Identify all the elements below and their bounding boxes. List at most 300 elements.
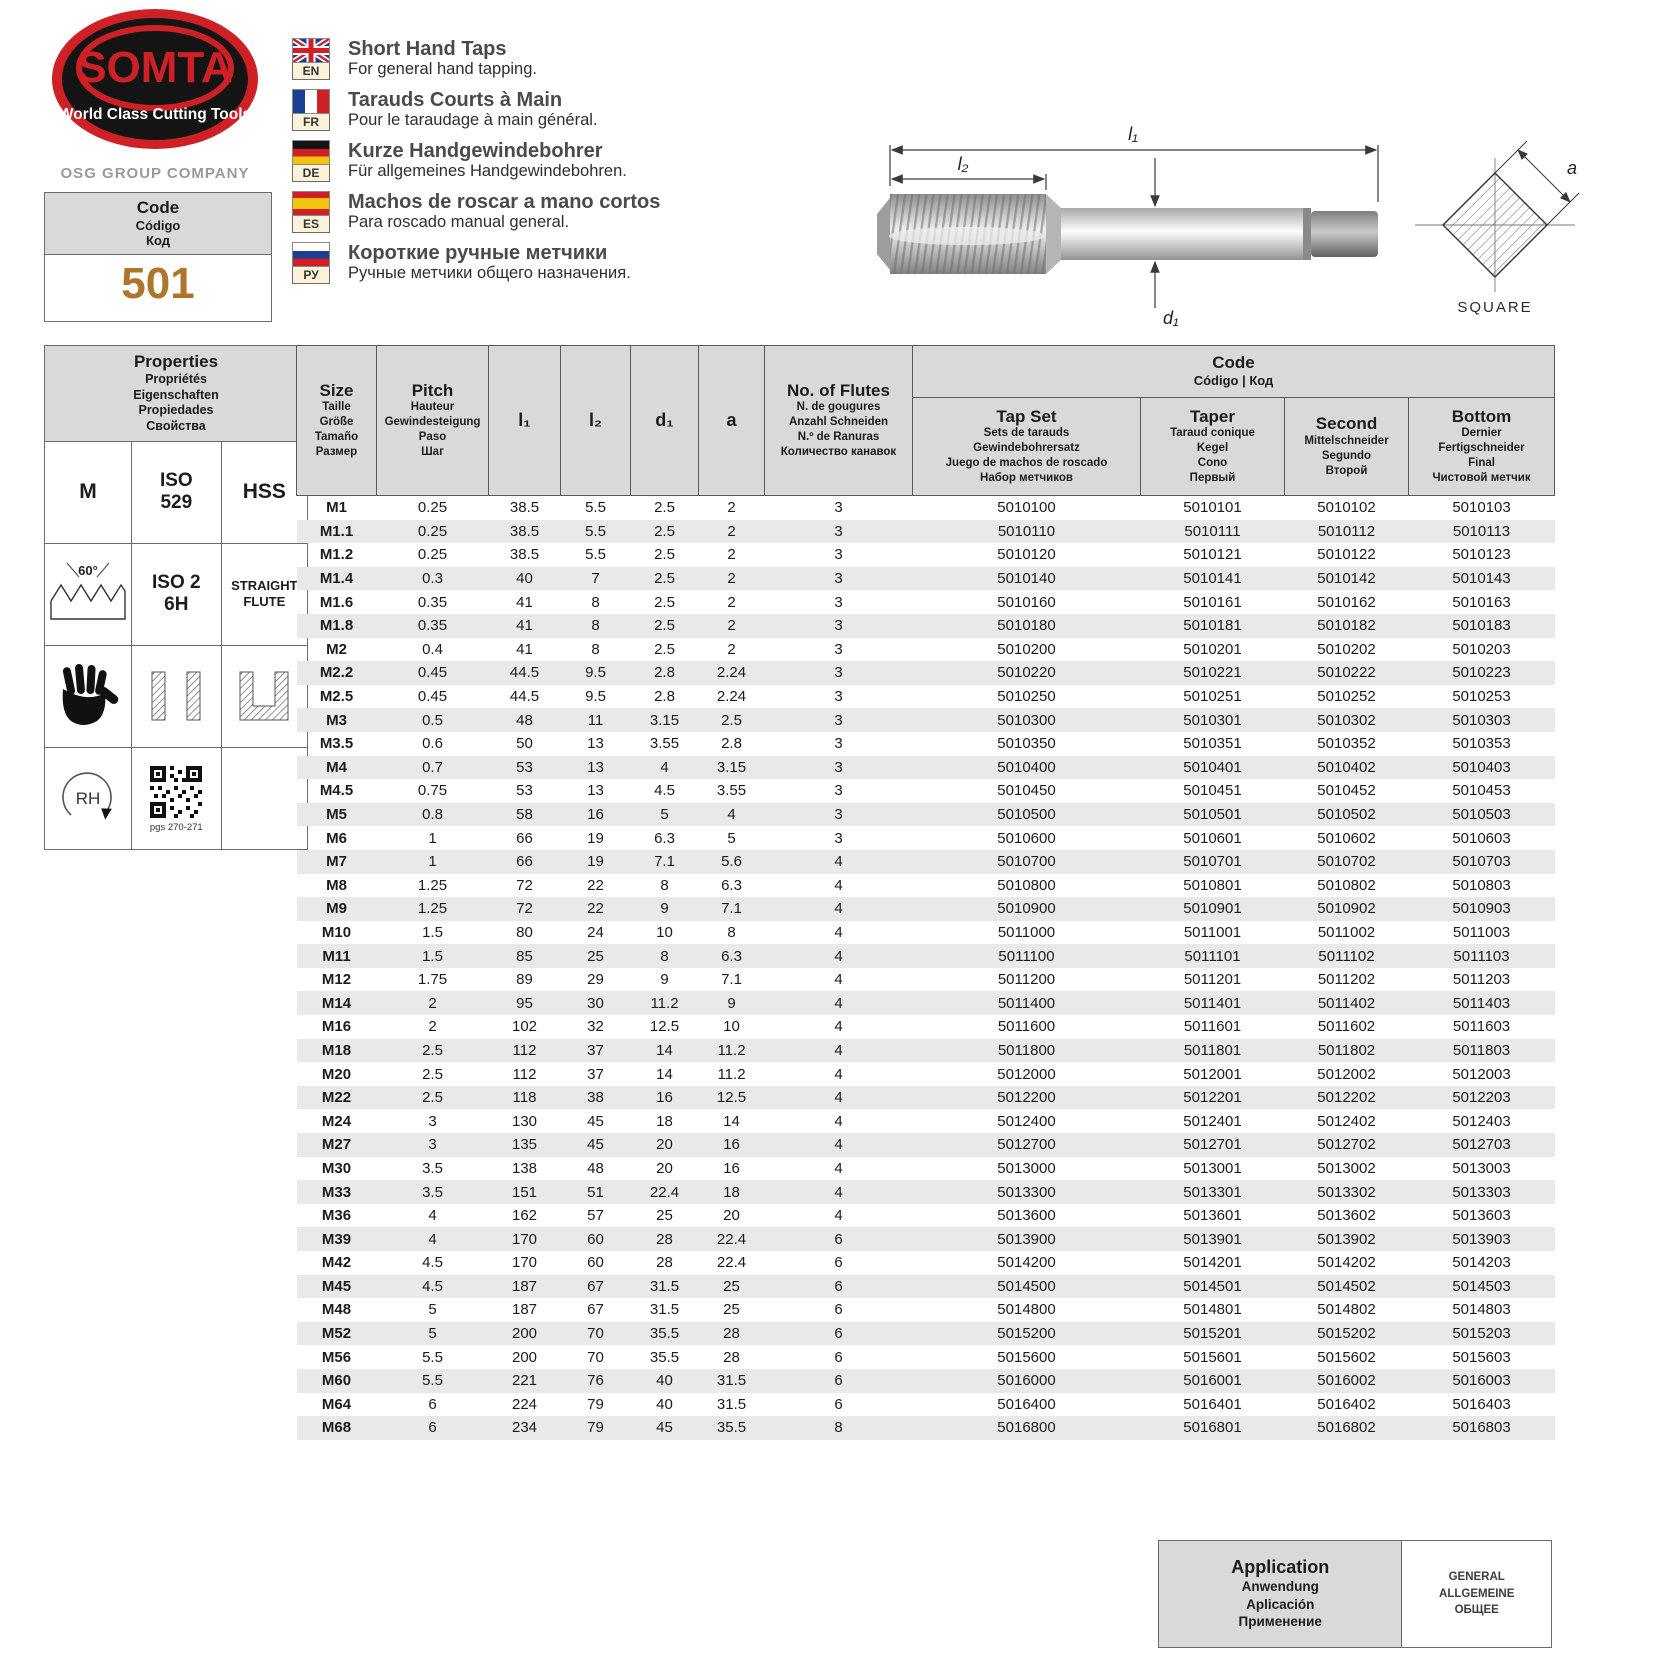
cell-l1: 38.5 [509,522,540,540]
cell-taper: 5010161 [1183,593,1242,611]
cell-pitch: 3 [428,1136,437,1154]
cell-bottom: 5013003 [1452,1159,1511,1177]
cell-a: 2 [727,522,736,540]
cell-d1: 8 [660,876,669,894]
cell-size: M68 [321,1419,352,1437]
cell-flutes: 4 [834,947,843,965]
table-row [297,897,1555,921]
table-row [297,1086,1555,1110]
cell-l1: 41 [516,593,533,611]
cell-l1: 138 [511,1159,538,1177]
cell-size: M27 [321,1136,352,1154]
cell-l2: 8 [591,640,600,658]
cell-tap_set: 5010120 [997,546,1056,564]
cell-flutes: 3 [834,735,843,753]
cell-d1: 10 [656,923,673,941]
cell-flutes: 4 [834,876,843,894]
cell-a: 2.5 [721,711,742,729]
cell-tap_set: 5013000 [997,1159,1056,1177]
cell-l1: 112 [512,1041,537,1059]
lang-text [348,191,660,232]
somta-logo-icon [45,6,265,156]
cell-tap_set: 5015600 [997,1348,1056,1366]
cell-l2: 32 [587,1018,604,1036]
cell-a: 22.4 [716,1230,747,1248]
cell-flutes: 3 [834,806,843,824]
lang-tag: EN [292,63,330,80]
cell-a: 4 [727,806,736,824]
cell-flutes: 6 [834,1395,843,1413]
cell-bottom: 5011103 [1453,947,1510,965]
cell-taper: 5010101 [1183,499,1242,517]
cell-size: M6 [326,829,347,847]
cell-l2: 16 [587,806,604,824]
cell-size: M36 [321,1207,352,1225]
cell-tap_set: 5014800 [997,1301,1056,1319]
cell-l2: 29 [587,971,604,989]
cell-flutes: 3 [834,546,843,564]
cell-l1: 200 [511,1348,538,1366]
cell-d1: 4 [660,758,669,776]
fr-flag-icon [292,89,330,114]
cell-a: 5 [727,829,736,847]
cell-bottom: 5011803 [1452,1041,1511,1059]
cell-size: M39 [321,1230,352,1248]
cell-a: 3.15 [716,758,747,776]
cell-flutes: 6 [834,1230,843,1248]
cell-pitch: 5 [428,1301,437,1319]
cell-tap_set: 5010600 [997,829,1056,847]
cell-tap_set: 5011200 [997,971,1056,989]
cell-tap_set: 5010140 [997,570,1056,588]
flag-col [292,38,336,80]
cell-pitch: 6 [428,1419,437,1437]
cell-second: 5013302 [1317,1183,1376,1201]
product-title: Short Hand Taps [348,38,507,60]
cell-l1: 85 [516,947,533,965]
cell-tap_set: 5011000 [997,923,1056,941]
cell-l2: 60 [587,1254,604,1272]
cell-l2: 70 [587,1348,604,1366]
cell-pitch: 0.35 [417,617,448,635]
cell-size: M2.2 [319,664,354,682]
cell-size: M22 [321,1089,352,1107]
cell-pitch: 5.5 [422,1348,443,1366]
cell-l2: 38 [587,1089,604,1107]
cell-second: 5010902 [1317,900,1376,918]
cell-a: 9 [727,994,736,1012]
cell-tap_set: 5011600 [997,1018,1056,1036]
cell-taper: 5013301 [1183,1183,1242,1201]
cell-second: 5012202 [1317,1089,1376,1107]
cell-flutes: 4 [834,1018,843,1036]
cell-l2: 79 [587,1419,604,1437]
table-row [297,1039,1555,1063]
cell-bottom: 5010163 [1452,593,1511,611]
cell-taper: 5014201 [1183,1254,1242,1272]
cell-d1: 9 [660,900,669,918]
cell-flutes: 3 [834,829,843,847]
cell-l1: 135 [511,1136,538,1154]
cell-size: M14 [321,994,352,1012]
cell-l2: 45 [587,1112,604,1130]
code-box-header [45,193,271,255]
cell-flutes: 4 [834,1065,843,1083]
cell-taper: 5015201 [1183,1325,1242,1343]
square-section-diagram [1415,141,1579,316]
cell-pitch: 1.5 [422,947,443,965]
cell-l2: 37 [587,1041,604,1059]
cell-d1: 9 [660,971,669,989]
cell-second: 5011202 [1317,971,1376,989]
cell-second: 5015602 [1317,1348,1376,1366]
cell-a: 18 [723,1183,740,1201]
cell-taper: 5016401 [1183,1395,1242,1413]
cell-taper: 5010141 [1183,570,1242,588]
cell-a: 31.5 [716,1372,747,1390]
lang-tag: DE [292,165,330,182]
cell-tap_set: 5010110 [997,522,1056,540]
cell-flutes: 4 [834,1183,843,1201]
table-row [297,1180,1555,1204]
cell-second: 5011002 [1317,923,1376,941]
tap-dimension-diagram [855,90,1650,340]
col-header-taper: Taper Taraud conique Kegel Cono Первый [1141,397,1285,495]
cell-flutes: 4 [834,1136,843,1154]
cell-l2: 9.5 [585,688,606,706]
cell-l1: 53 [516,758,533,776]
cell-a: 2 [727,499,736,517]
qr-cell [132,748,222,849]
table-row [297,1227,1555,1251]
cell-a: 28 [723,1325,740,1343]
d1-label: d₁ [1163,308,1179,328]
cell-second: 5016802 [1317,1419,1376,1437]
cell-second: 5011402 [1317,994,1376,1012]
cell-taper: 5010301 [1183,711,1242,729]
cell-flutes: 3 [834,593,843,611]
table-row [297,567,1555,591]
de-flag-icon [292,140,330,165]
properties-grid [45,442,307,849]
cell-l1: 118 [512,1089,537,1107]
product-title: Короткие ручные метчики [348,242,608,264]
cell-l1: 58 [516,806,533,824]
cell-bottom: 5010903 [1452,900,1511,918]
cell-l1: 170 [511,1230,538,1248]
cell-d1: 31.5 [649,1301,680,1319]
cell-tap_set: 5010900 [997,900,1056,918]
cell-bottom: 5010103 [1452,499,1511,517]
cell-size: M1.2 [319,546,354,564]
cell-size: M1.6 [319,593,354,611]
cell-l1: 221 [511,1372,538,1390]
cell-l2: 24 [587,923,604,941]
cell-taper: 5014501 [1183,1277,1242,1295]
cell-d1: 3.55 [649,735,680,753]
table-row [297,590,1555,614]
tap-photo [877,194,1378,274]
cell-pitch: 1 [428,853,437,871]
through-hole-cell [132,646,222,748]
cell-bottom: 5011203 [1452,971,1511,989]
lang-item-en [292,38,852,80]
cell-d1: 5 [660,806,669,824]
cell-second: 5010202 [1317,640,1376,658]
cell-d1: 31.5 [649,1277,680,1295]
cell-a: 2 [727,570,736,588]
spec-table-wrap [296,345,1555,1440]
cell-flutes: 4 [834,971,843,989]
cell-l2: 37 [587,1065,604,1083]
cell-tap_set: 5016400 [997,1395,1056,1413]
cell-l2: 45 [587,1136,604,1154]
cell-pitch: 1 [428,829,437,847]
product-subtitle: Para roscado manual general. [348,213,570,231]
cell-size: M12 [321,971,352,989]
cell-bottom: 5010303 [1452,711,1511,729]
material: HSS [242,480,286,503]
cell-size: M48 [321,1301,352,1319]
cell-size: M2 [326,640,347,658]
cell-l1: 80 [516,923,533,941]
cell-size: M42 [321,1254,352,1272]
cell-l1: 234 [511,1419,538,1437]
qr-code [148,764,204,820]
cell-taper: 5010901 [1183,900,1242,918]
cell-d1: 35.5 [649,1348,680,1366]
thread-profile-icon [45,561,131,627]
cell-taper: 5011001 [1183,923,1242,941]
cell-bottom: 5015603 [1452,1348,1511,1366]
cell-bottom: 5010253 [1452,688,1511,706]
lang-tag: ES [292,216,330,233]
cell-l2: 79 [587,1395,604,1413]
cell-taper: 5012701 [1183,1136,1242,1154]
cell-taper: 5014801 [1183,1301,1242,1319]
lang-item-fr [292,89,852,131]
col-header-second: Second Mittelschneider Segundo Второй [1285,397,1409,495]
cell-a: 2 [727,546,736,564]
cell-bottom: 5015203 [1452,1325,1511,1343]
cell-d1: 28 [656,1254,673,1272]
cell-bottom: 5013903 [1452,1230,1511,1248]
cell-pitch: 1.25 [417,876,448,894]
blind-hole-icon [232,668,296,724]
cell-tap_set: 5012700 [997,1136,1056,1154]
cell-taper: 5010121 [1183,546,1242,564]
table-row [297,944,1555,968]
cell-a: 2.24 [716,688,747,706]
rh-rotation-icon [53,763,123,833]
cell-bottom: 5010223 [1452,664,1511,682]
svg-text:60°: 60° [78,563,98,578]
cell-pitch: 4 [428,1207,437,1225]
cell-a: 35.5 [716,1419,747,1437]
table-row [297,1275,1555,1299]
cell-pitch: 4.5 [422,1254,443,1272]
cell-bottom: 5010603 [1452,829,1511,847]
flute-type-cell: STRAIGHT FLUTE [222,544,307,646]
cell-d1: 2.5 [654,617,675,635]
table-row [297,991,1555,1015]
cell-l2: 5.5 [585,522,606,540]
product-title: Machos de roscar a mano cortos [348,191,661,213]
product-title: Kurze Handgewindebohrer [348,140,603,162]
cell-pitch: 0.3 [422,570,443,588]
cell-bottom: 5010143 [1452,570,1511,588]
cell-pitch: 2.5 [422,1065,443,1083]
cell-second: 5010502 [1317,806,1376,824]
cell-second: 5016002 [1317,1372,1376,1390]
cell-second: 5010182 [1317,617,1376,635]
cell-taper: 5010601 [1183,829,1242,847]
cell-l2: 57 [587,1207,604,1225]
application-header: Application Anwendung Aplicación Применение [1159,1541,1402,1647]
cell-taper: 5013601 [1183,1207,1242,1225]
cell-second: 5012402 [1317,1112,1376,1130]
cell-taper: 5010201 [1183,640,1242,658]
cell-tap_set: 5015200 [997,1325,1056,1343]
cell-tap_set: 5014500 [997,1277,1056,1295]
cell-a: 25 [723,1277,740,1295]
cell-flutes: 3 [834,688,843,706]
table-row [297,614,1555,638]
cell-bottom: 5010403 [1452,758,1511,776]
cell-bottom: 5010203 [1452,640,1511,658]
thread-type: M [79,480,97,503]
lang-tag: FR [292,114,330,131]
cell-second: 5010702 [1317,853,1376,871]
cell-taper: 5010111 [1184,522,1241,540]
cell-bottom: 5010113 [1452,522,1511,540]
col-header-a: a [699,346,765,496]
cell-a: 11.2 [717,1065,746,1083]
cell-a: 2.8 [721,735,742,753]
cell-flutes: 4 [834,853,843,871]
cell-pitch: 3.5 [422,1183,443,1201]
cell-l1: 151 [511,1183,538,1201]
cell-l1: 41 [516,617,533,635]
table-row [297,520,1555,544]
cell-l2: 11 [587,711,604,729]
cell-d1: 20 [656,1159,673,1177]
cell-pitch: 0.45 [417,664,448,682]
table-row [297,543,1555,567]
cell-d1: 40 [656,1372,673,1390]
cell-second: 5013602 [1317,1207,1376,1225]
cell-pitch: 3 [428,1112,437,1130]
cell-pitch: 0.25 [417,546,448,564]
cell-bottom: 5012203 [1452,1089,1511,1107]
cell-second: 5010402 [1317,758,1376,776]
cell-bottom: 5014503 [1452,1277,1511,1295]
cell-flutes: 3 [834,711,843,729]
cell-taper: 5011101 [1184,947,1241,965]
cell-pitch: 0.25 [417,499,448,517]
cell-d1: 2.5 [654,522,675,540]
blind-hole-cell [222,646,307,748]
cell-d1: 14 [656,1065,673,1083]
cell-bottom: 5010703 [1452,853,1511,871]
cell-tap_set: 5016000 [997,1372,1056,1390]
table-row [297,1204,1555,1228]
col-header-pitch: Pitch Hauteur Gewindesteigung Paso Шаг [377,346,489,496]
cell-second: 5010162 [1317,593,1376,611]
cell-pitch: 6 [428,1395,437,1413]
cell-size: M60 [321,1372,352,1390]
cell-bottom: 5016803 [1452,1419,1511,1437]
cell-pitch: 1.25 [417,900,448,918]
cell-flutes: 3 [834,617,843,635]
table-row [297,1157,1555,1181]
cell-pitch: 0.5 [422,711,443,729]
cell-l1: 95 [516,994,533,1012]
cell-taper: 5010351 [1183,735,1242,753]
cell-l2: 9.5 [585,664,606,682]
cell-pitch: 2.5 [422,1089,443,1107]
cell-a: 10 [723,1018,740,1036]
cell-flutes: 4 [834,1159,843,1177]
application-box [1158,1540,1552,1648]
cell-bottom: 5010503 [1452,806,1511,824]
lang-tag: РУ [292,267,330,284]
code-box [44,192,272,322]
cell-tap_set: 5010350 [997,735,1056,753]
cell-pitch: 4.5 [422,1277,443,1295]
cell-d1: 7.1 [654,853,675,871]
brand-block [38,6,272,182]
cell-second: 5011102 [1318,947,1375,965]
cell-a: 25 [723,1301,740,1319]
cell-tap_set: 5010160 [997,593,1056,611]
cell-taper: 5012401 [1183,1112,1242,1130]
cell-tap_set: 5012000 [997,1065,1056,1083]
cell-a: 16 [723,1159,740,1177]
cell-size: M56 [321,1348,352,1366]
cell-pitch: 0.7 [422,758,443,776]
cell-second: 5014802 [1317,1301,1376,1319]
cell-second: 5011802 [1317,1041,1376,1059]
cell-taper: 5010401 [1183,758,1242,776]
table-row [297,1109,1555,1133]
cell-l2: 48 [587,1159,604,1177]
material-cell [222,442,307,544]
cell-size: M16 [321,1018,352,1036]
cell-a: 7.1 [721,971,742,989]
cell-flutes: 6 [834,1348,843,1366]
cell-flutes: 4 [834,900,843,918]
cell-d1: 35.5 [649,1325,680,1343]
cell-a: 8 [727,923,736,941]
cell-l1: 130 [511,1112,538,1130]
cell-l2: 67 [587,1301,604,1319]
table-row [297,685,1555,709]
cell-l2: 70 [587,1325,604,1343]
lang-item-ru [292,242,852,284]
cell-a: 11.2 [717,1041,746,1059]
cell-l2: 8 [591,593,600,611]
thread-type-cell [45,442,132,544]
cell-flutes: 4 [834,1041,843,1059]
table-row [297,1393,1555,1417]
table-row [297,1298,1555,1322]
cell-d1: 2.5 [654,570,675,588]
cell-size: M24 [321,1112,352,1130]
cell-bottom: 5010453 [1452,782,1511,800]
table-row [297,826,1555,850]
cell-taper: 5010501 [1183,806,1242,824]
